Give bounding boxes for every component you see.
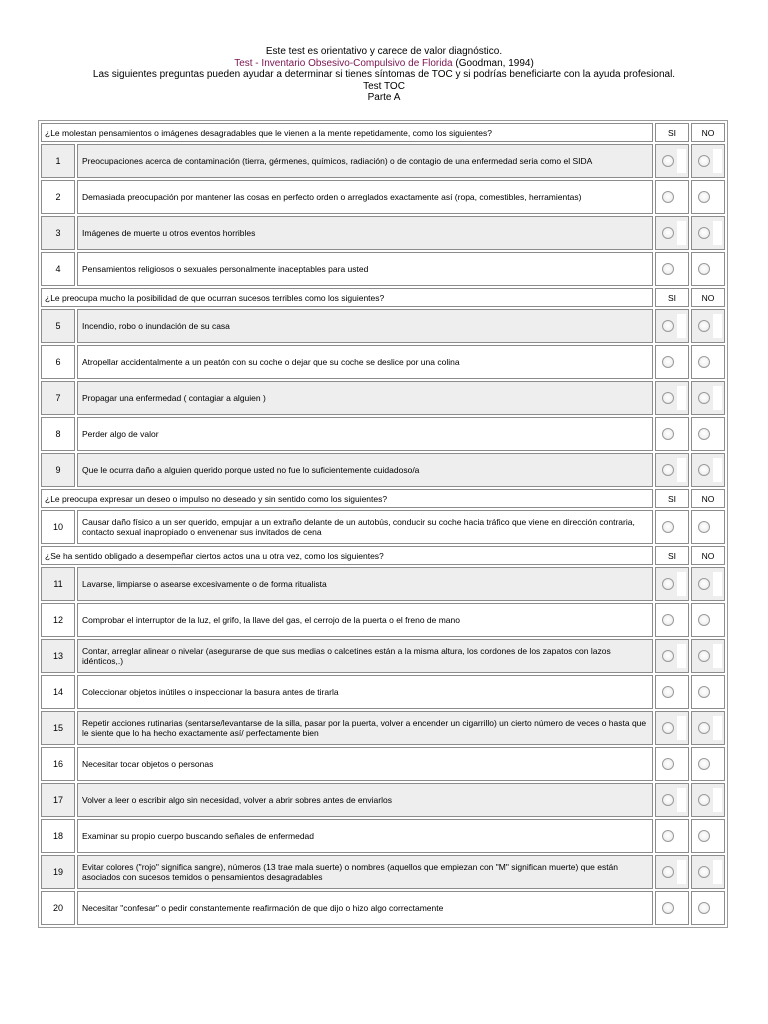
si-radio[interactable] (662, 521, 674, 533)
question-text: Atropellar accidentalmente a un peatón con su coche o dejar que su coche se deslice por una colina (77, 345, 653, 379)
si-cell (655, 675, 689, 709)
question-row (41, 891, 725, 925)
question-text: Preocupaciones acerca de contaminación (tierra, gérmenes, químicos, radiación) o de contagio de una enfermedad seria como el SIDA (77, 144, 653, 178)
question-number: 16 (41, 747, 75, 781)
question-text: Necesitar tocar objetos o personas (77, 747, 653, 781)
si-radio[interactable] (662, 686, 674, 698)
si-cell (655, 180, 689, 214)
si-cell (655, 510, 689, 544)
no-radio[interactable] (698, 866, 710, 878)
si-cell (655, 309, 689, 343)
question-number: 20 (41, 891, 75, 925)
no-radio[interactable] (698, 614, 710, 626)
no-cell (691, 639, 725, 673)
no-column-header: NO (691, 489, 725, 508)
question-text: Examinar su propio cuerpo buscando señales de enfermedad (77, 819, 653, 853)
question-number: 18 (41, 819, 75, 853)
question-row (41, 309, 725, 343)
question-row (41, 381, 725, 415)
question-row (41, 855, 725, 889)
no-radio[interactable] (698, 521, 710, 533)
question-row (41, 639, 725, 673)
questionnaire-table (38, 120, 728, 928)
no-cell (691, 144, 725, 178)
no-cell (691, 855, 725, 889)
no-column-header: NO (691, 288, 725, 307)
si-cell (655, 216, 689, 250)
si-radio[interactable] (662, 227, 674, 239)
question-row (41, 417, 725, 451)
si-radio[interactable] (662, 191, 674, 203)
section-question: ¿Le preocupa expresar un deseo o impulso no deseado y sin sentido como los siguientes? (41, 489, 653, 508)
si-radio[interactable] (662, 428, 674, 440)
no-cell (691, 819, 725, 853)
question-number: 11 (41, 567, 75, 601)
si-cell (655, 381, 689, 415)
section-question: ¿Le preocupa mucho la posibilidad de que ocurran sucesos terribles como los siguientes? (41, 288, 653, 307)
question-number: 14 (41, 675, 75, 709)
si-cell (655, 567, 689, 601)
question-row (41, 675, 725, 709)
no-cell (691, 747, 725, 781)
si-radio[interactable] (662, 578, 674, 590)
question-text: Que le ocurra daño a alguien querido porque usted no fue lo suficientemente cuidadoso/a (77, 453, 653, 487)
si-radio[interactable] (662, 830, 674, 842)
no-cell (691, 711, 725, 745)
si-radio[interactable] (662, 794, 674, 806)
question-row (41, 510, 725, 544)
no-cell (691, 417, 725, 451)
no-radio[interactable] (698, 428, 710, 440)
no-radio[interactable] (698, 758, 710, 770)
si-cell (655, 144, 689, 178)
question-number: 2 (41, 180, 75, 214)
no-radio[interactable] (698, 191, 710, 203)
no-column-header: NO (691, 123, 725, 142)
section-question: ¿Se ha sentido obligado a desempeñar ciertos actos una u otra vez, como los siguientes? (41, 546, 653, 565)
no-radio[interactable] (698, 263, 710, 275)
si-cell (655, 855, 689, 889)
question-text: Perder algo de valor (77, 417, 653, 451)
disclaimer-line: Este test es orientativo y carece de valor diagnóstico. (265, 46, 503, 57)
question-number: 7 (41, 381, 75, 415)
question-text: Incendio, robo o inundación de su casa (77, 309, 653, 343)
no-cell (691, 216, 725, 250)
question-number: 8 (41, 417, 75, 451)
si-radio[interactable] (662, 758, 674, 770)
si-radio[interactable] (662, 866, 674, 878)
no-cell (691, 891, 725, 925)
si-radio[interactable] (662, 722, 674, 734)
question-number: 4 (41, 252, 75, 286)
question-number: 15 (41, 711, 75, 745)
no-radio[interactable] (698, 227, 710, 239)
no-cell (691, 345, 725, 379)
si-cell (655, 747, 689, 781)
si-radio[interactable] (662, 320, 674, 332)
no-radio[interactable] (698, 722, 710, 734)
question-text: Pensamientos religiosos o sexuales personalmente inaceptables para usted (77, 252, 653, 286)
no-cell (691, 783, 725, 817)
si-column-header: SI (655, 288, 689, 307)
si-radio[interactable] (662, 263, 674, 275)
no-radio[interactable] (698, 356, 710, 368)
question-text: Comprobar el interruptor de la luz, el grifo, la llave del gas, el cerrojo de la puerta o el freno de mano (77, 603, 653, 637)
no-radio[interactable] (698, 578, 710, 590)
no-cell (691, 180, 725, 214)
test-name-link[interactable]: Test - Inventario Obsesivo-Compulsivo de Florida (234, 57, 453, 69)
si-radio[interactable] (662, 614, 674, 626)
question-number: 1 (41, 144, 75, 178)
section-header-row (41, 489, 725, 508)
question-text: Demasiada preocupación por mantener las cosas en perfecto orden o arreglados exactamente así (ropa, comestibles, herramientas) (77, 180, 653, 214)
si-radio[interactable] (662, 356, 674, 368)
no-radio[interactable] (698, 155, 710, 167)
si-cell (655, 639, 689, 673)
question-text: Contar, arreglar alinear o nivelar (asegurarse de que sus medias o calcetines están a la misma altura, los cordones de los zapatos con lazos idénticos,.) (77, 639, 653, 673)
question-number: 19 (41, 855, 75, 889)
question-text: Propagar una enfermedad ( contagiar a alguien ) (77, 381, 653, 415)
question-number: 12 (41, 603, 75, 637)
si-cell (655, 819, 689, 853)
si-cell (655, 891, 689, 925)
si-cell (655, 603, 689, 637)
question-row (41, 567, 725, 601)
si-radio[interactable] (662, 392, 674, 404)
si-column-header: SI (655, 489, 689, 508)
question-number: 5 (41, 309, 75, 343)
si-column-header: SI (655, 123, 689, 142)
question-number: 9 (41, 453, 75, 487)
question-row (41, 711, 725, 745)
no-radio[interactable] (698, 686, 710, 698)
question-number: 13 (41, 639, 75, 673)
no-column-header: NO (691, 546, 725, 565)
question-row (41, 180, 725, 214)
question-text: Lavarse, limpiarse o asearse excesivamente o de forma ritualista (77, 567, 653, 601)
question-row (41, 603, 725, 637)
section-header-row (41, 288, 725, 307)
test-label: Test TOC (363, 80, 405, 92)
no-cell (691, 453, 725, 487)
question-text: Repetir acciones rutinarias (sentarse/levantarse de la silla, pasar por la puerta, volver a encender un cigarrillo) un cierto número de veces o hasta que le siente que lo ha hecho exactamente así/ perfectamente bien (77, 711, 653, 745)
question-text: Necesitar "confesar" o pedir constantemente reafirmación de que dijo o hizo algo correctamente (77, 891, 653, 925)
intro-line: Las siguientes preguntas pueden ayudar a determinar si tienes síntomas de TOC y si podrías beneficiarte con la ayuda profesional. (92, 69, 676, 80)
no-radio[interactable] (698, 650, 710, 662)
no-radio[interactable] (698, 320, 710, 332)
no-cell (691, 252, 725, 286)
part-label: Parte A (367, 92, 401, 103)
si-cell (655, 711, 689, 745)
no-cell (691, 309, 725, 343)
question-row (41, 144, 725, 178)
question-text: Imágenes de muerte u otros eventos horribles (77, 216, 653, 250)
si-radio[interactable] (662, 155, 674, 167)
section-header-row (41, 546, 725, 565)
test-title-line (0, 58, 768, 70)
question-row (41, 783, 725, 817)
no-radio[interactable] (698, 902, 710, 914)
si-cell (655, 453, 689, 487)
question-number: 17 (41, 783, 75, 817)
no-cell (691, 675, 725, 709)
section-header-row (41, 123, 725, 142)
no-cell (691, 603, 725, 637)
no-radio[interactable] (698, 392, 710, 404)
si-cell (655, 345, 689, 379)
page-header (0, 0, 768, 104)
no-radio[interactable] (698, 830, 710, 842)
question-row (41, 747, 725, 781)
question-text: Coleccionar objetos inútiles o inspeccionar la basura antes de tirarla (77, 675, 653, 709)
si-column-header: SI (655, 546, 689, 565)
no-radio[interactable] (698, 794, 710, 806)
question-number: 3 (41, 216, 75, 250)
si-radio[interactable] (662, 650, 674, 662)
question-number: 6 (41, 345, 75, 379)
si-radio[interactable] (662, 464, 674, 476)
si-cell (655, 783, 689, 817)
si-cell (655, 252, 689, 286)
question-row (41, 345, 725, 379)
question-text: Volver a leer o escribir algo sin necesidad, volver a abrir sobres antes de enviarlos (77, 783, 653, 817)
section-question: ¿Le molestan pensamientos o imágenes desagradables que le vienen a la mente repetidamente, como los siguientes? (41, 123, 653, 142)
question-text: Evitar colores ("rojo" significa sangre), números (13 trae mala suerte) o nombres (aquellos que empiezan con "M" significan muerte) que están asociados con sucesos temidos o pensamientos desagradables (77, 855, 653, 889)
no-cell (691, 567, 725, 601)
test-citation: (Goodman, 1994) (452, 57, 534, 69)
no-cell (691, 381, 725, 415)
question-number: 10 (41, 510, 75, 544)
no-cell (691, 510, 725, 544)
question-text: Causar daño físico a un ser querido, empujar a un extraño delante de un autobús, conducir su coche hacia tráfico que viene en dirección contraria, contacto sexual inapropiado o envenenar sus invitados de cena (77, 510, 653, 544)
si-cell (655, 417, 689, 451)
question-row (41, 453, 725, 487)
si-radio[interactable] (662, 902, 674, 914)
question-row (41, 252, 725, 286)
no-radio[interactable] (698, 464, 710, 476)
question-row (41, 216, 725, 250)
question-row (41, 819, 725, 853)
